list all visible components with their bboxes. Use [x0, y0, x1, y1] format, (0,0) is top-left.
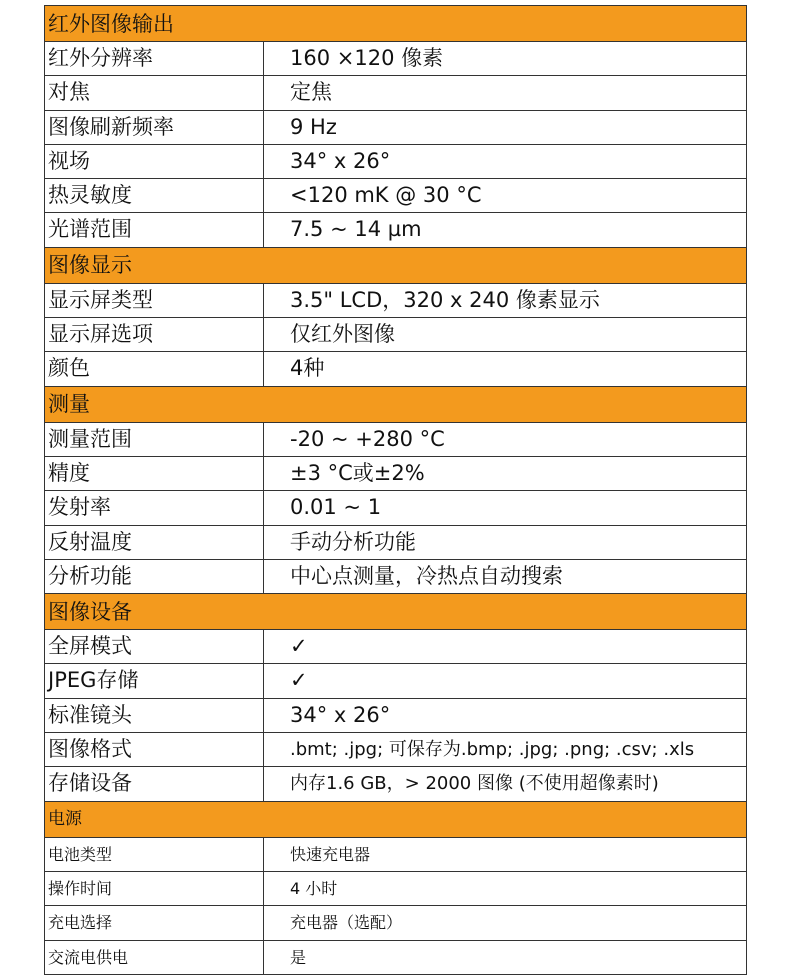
row-value: 0.01 ~ 1: [290, 495, 382, 520]
row-label: 标准镜头: [45, 699, 264, 732]
section-title: 红外图像输出: [48, 11, 174, 36]
row-label: 操作时间: [45, 872, 264, 905]
row-label: 交流电供电: [45, 941, 264, 974]
row-value: 定焦: [290, 80, 332, 105]
section-header-power: [44, 802, 747, 838]
check-mark-icon: ✓: [290, 634, 308, 659]
table-row: [44, 906, 747, 940]
check-mark-icon: ✓: [290, 668, 308, 693]
table-row: [44, 872, 747, 906]
table-row: [44, 179, 747, 213]
table-row: [44, 941, 747, 975]
row-value: <120 mK @ 30 °C: [290, 183, 482, 208]
table-row: [44, 630, 747, 664]
table-row: [44, 284, 747, 318]
row-label: 图像刷新频率: [45, 111, 264, 144]
table-row: [44, 111, 747, 145]
row-label: 红外分辨率: [45, 42, 264, 75]
row-value: 4 小时: [290, 878, 338, 898]
row-label: 存储设备: [45, 767, 264, 800]
section-title: 图像显示: [48, 253, 132, 278]
row-label: 对焦: [45, 76, 264, 109]
row-value: .bmt; .jpg; 可保存为.bmp; .jpg; .png; .csv; .xls: [290, 739, 695, 761]
table-row: [44, 526, 747, 560]
spec-table: [44, 5, 747, 975]
row-value: 9 Hz: [290, 114, 337, 139]
row-value: 快速充电器: [290, 844, 371, 864]
table-row: [44, 733, 747, 767]
row-label: 测量范围: [45, 423, 264, 456]
row-label: 电池类型: [45, 838, 264, 871]
row-label: 分析功能: [45, 560, 264, 593]
row-value: 4种: [290, 356, 325, 381]
row-value: 是: [290, 947, 307, 967]
section-header-image-display: [44, 248, 747, 284]
row-label: 图像格式: [45, 733, 264, 766]
section-header-image-device: [44, 594, 747, 630]
row-label: 热灵敏度: [45, 179, 264, 212]
table-row: [44, 352, 747, 386]
section-title: 电源: [48, 809, 82, 830]
table-row: [44, 76, 747, 110]
row-value: 中心点测量，冷热点自动搜索: [290, 563, 563, 588]
table-row: [44, 838, 747, 872]
row-value: 内存1.6 GB，> 2000 图像 (不使用超像素时): [290, 773, 659, 795]
row-label: 精度: [45, 457, 264, 490]
section-header-infrared-output: [44, 6, 747, 42]
row-label: 反射温度: [45, 526, 264, 559]
row-label: 光谱范围: [45, 213, 264, 246]
row-label: 显示屏类型: [45, 284, 264, 317]
table-row: [44, 318, 747, 352]
row-label: JPEG存储: [45, 664, 264, 697]
row-label: 充电选择: [45, 906, 264, 939]
row-value: 手动分析功能: [290, 529, 416, 554]
row-label: 显示屏选项: [45, 318, 264, 351]
section-title: 图像设备: [48, 599, 132, 624]
row-value: 3.5" LCD，320 x 240 像素显示: [290, 287, 600, 312]
table-row: [44, 145, 747, 179]
row-label: 视场: [45, 145, 264, 178]
row-value: 160 ×120 像素: [290, 46, 444, 70]
row-value: -20 ~ +280 °C: [290, 426, 445, 451]
table-row: [44, 42, 747, 76]
row-value: 充电器（选配）: [290, 913, 403, 933]
table-row: [44, 491, 747, 525]
table-row: [44, 664, 747, 698]
row-label: 全屏模式: [45, 630, 264, 663]
row-value: 34° x 26°: [290, 702, 391, 727]
table-row: [44, 560, 747, 594]
row-value: 34° x 26°: [290, 148, 391, 173]
row-value: ±3 °C或±2%: [290, 460, 425, 485]
row-value: 仅红外图像: [290, 322, 395, 347]
table-row: [44, 699, 747, 733]
table-row: [44, 457, 747, 491]
row-label: 颜色: [45, 352, 264, 385]
table-row: [44, 213, 747, 247]
table-row: [44, 423, 747, 457]
section-title: 测量: [48, 392, 90, 417]
table-row: [44, 767, 747, 801]
section-header-measurement: [44, 387, 747, 423]
row-label: 发射率: [45, 491, 264, 524]
row-value: 7.5 ~ 14 µm: [290, 217, 422, 242]
